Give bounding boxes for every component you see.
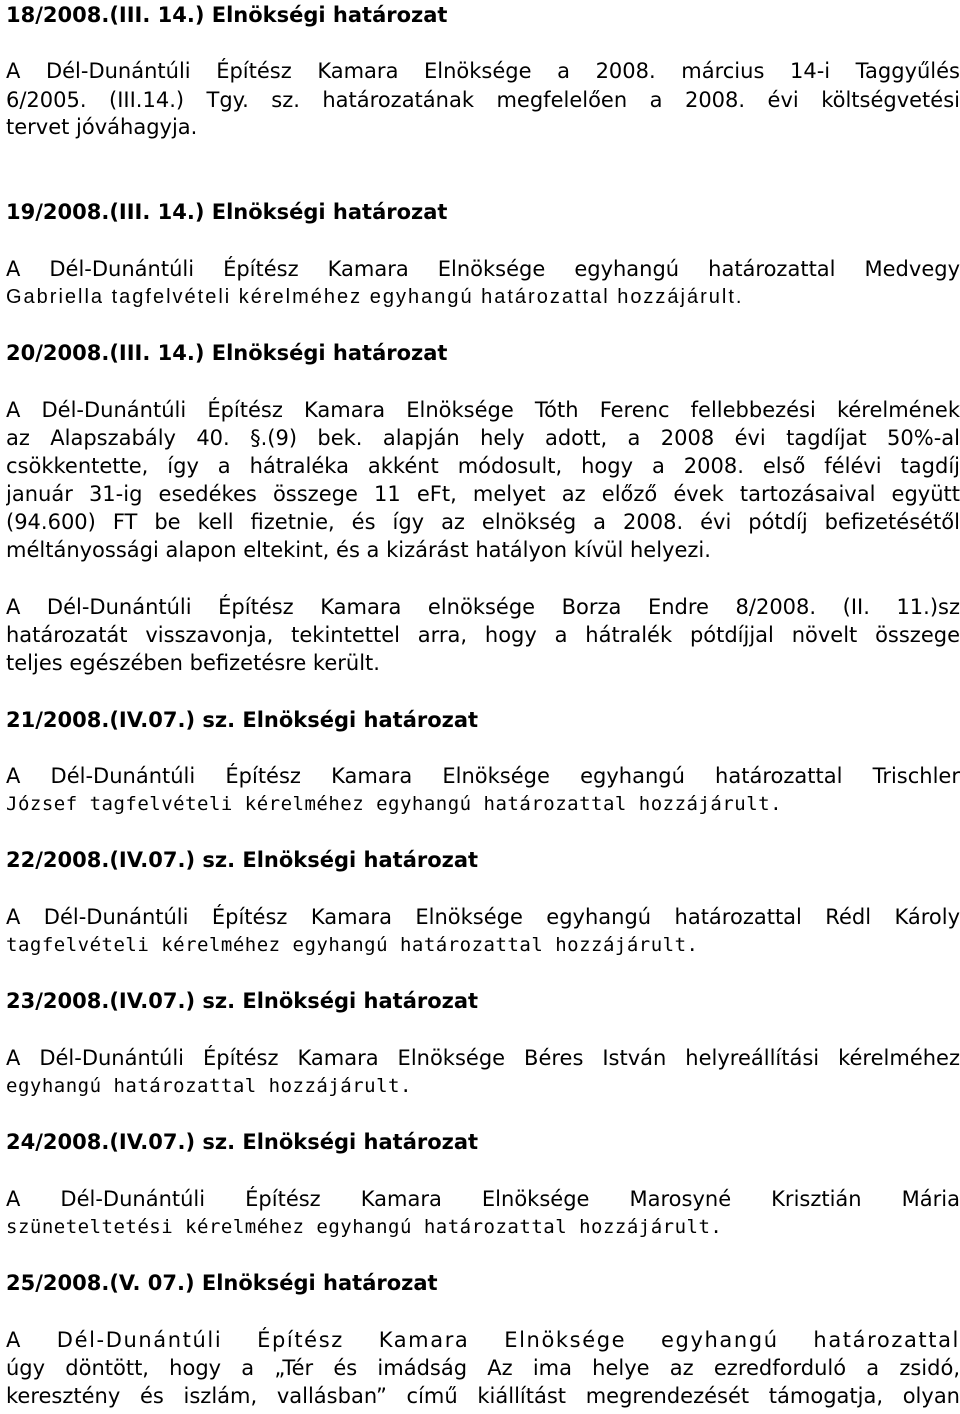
resolution-text-line: A Dél-Dunántúli Építész Kamara Elnöksége egyhangú határozattal Trischler xyxy=(6,764,960,788)
resolution-text-line: Gabriella tagfelvételi kérelméhez egyhangú határozattal hozzájárult. xyxy=(6,286,744,308)
resolution-text-line: úgy döntött, hogy a „Tér és imádság Az ima helye az ezredforduló a zsidó, xyxy=(6,1356,960,1380)
resolution-text-line: A Dél-Dunántúli Építész Kamara elnöksége Borza Endre 8/2008. (II. 11.)sz xyxy=(6,595,960,619)
resolution-text-line: A Dél-Dunántúli Építész Kamara Elnöksége egyhangú határozattal Medvegy xyxy=(6,257,960,281)
resolution-text-line: keresztény és iszlám, vallásban” című kiállítást megrendezését támogatja, olyan xyxy=(6,1384,960,1408)
resolution-text-line: József tagfelvételi kérelméhez egyhangú határozattal hozzájárult. xyxy=(6,793,783,815)
resolution-text-line: teljes egészében befizetésre került. xyxy=(6,651,380,675)
resolution-text-line: A Dél-Dunántúli Építész Kamara Elnöksége Béres István helyreállítási kérelméhez xyxy=(6,1046,960,1070)
resolution-text-line: szüneteltetési kérelméhez egyhangú határozattal hozzájárult. xyxy=(6,1216,723,1238)
resolution-text-line: méltányossági alapon eltekint, és a kizárást hatályon kívül helyezi. xyxy=(6,538,711,562)
resolution-heading: 25/2008.(V. 07.) Elnökségi határozat xyxy=(6,1271,438,1295)
resolution-text-line: az Alapszabály 40. §.(9) bek. alapján hely adott, a 2008 évi tagdíjat 50%-al xyxy=(6,426,960,450)
resolution-text-line: A Dél-Dunántúli Építész Kamara Elnöksége egyhangú határozattal Rédl Károly xyxy=(6,905,960,929)
resolution-text-line: határozatát visszavonja, tekintettel arra, hogy a hátralék pótdíjjal növelt összege xyxy=(6,623,960,647)
resolution-text-line: január 31-ig esedékes összege 11 eFt, melyet az előző évek tartozásaival együtt xyxy=(6,482,960,506)
resolution-heading: 24/2008.(IV.07.) sz. Elnökségi határozat xyxy=(6,1130,479,1154)
resolution-text-line: csökkentette, így a hátraléka akként módosult, hogy a 2008. első félévi tagdíj xyxy=(6,454,960,478)
resolution-heading: 19/2008.(III. 14.) Elnökségi határozat xyxy=(6,200,448,224)
resolution-text-line: A Dél-Dunántúli Építész Kamara Elnöksége Marosyné Krisztián Mária xyxy=(6,1187,960,1211)
resolution-text-line: A Dél-Dunántúli Építész Kamara Elnöksége egyhangú határozattal xyxy=(6,1328,960,1352)
resolution-text-line: egyhangú határozattal hozzájárult. xyxy=(6,1075,412,1097)
resolution-text-line: tervet jóváhagyja. xyxy=(6,115,198,139)
resolution-heading: 21/2008.(IV.07.) sz. Elnökségi határozat xyxy=(6,708,479,732)
resolution-heading: 20/2008.(III. 14.) Elnökségi határozat xyxy=(6,341,448,365)
resolution-heading: 18/2008.(III. 14.) Elnökségi határozat xyxy=(6,3,448,27)
resolution-text-line: A Dél-Dunántúli Építész Kamara Elnöksége Tóth Ferenc fellebbezési kérelmének xyxy=(6,398,960,422)
resolution-heading: 23/2008.(IV.07.) sz. Elnökségi határozat xyxy=(6,989,479,1013)
resolution-text-line: A Dél-Dunántúli Építész Kamara Elnöksége a 2008. március 14-i Taggyűlés xyxy=(6,59,960,83)
resolution-text-line: tagfelvételi kérelméhez egyhangú határozattal hozzájárult. xyxy=(6,934,699,956)
resolution-heading: 22/2008.(IV.07.) sz. Elnökségi határozat xyxy=(6,848,479,872)
resolution-text-line: (94.600) FT be kell fizetnie, és így az elnökség a 2008. évi pótdíj befizetésétől xyxy=(6,510,960,534)
resolution-text-line: 6/2005. (III.14.) Tgy. sz. határozatának megfelelően a 2008. évi költségvetési xyxy=(6,88,960,112)
